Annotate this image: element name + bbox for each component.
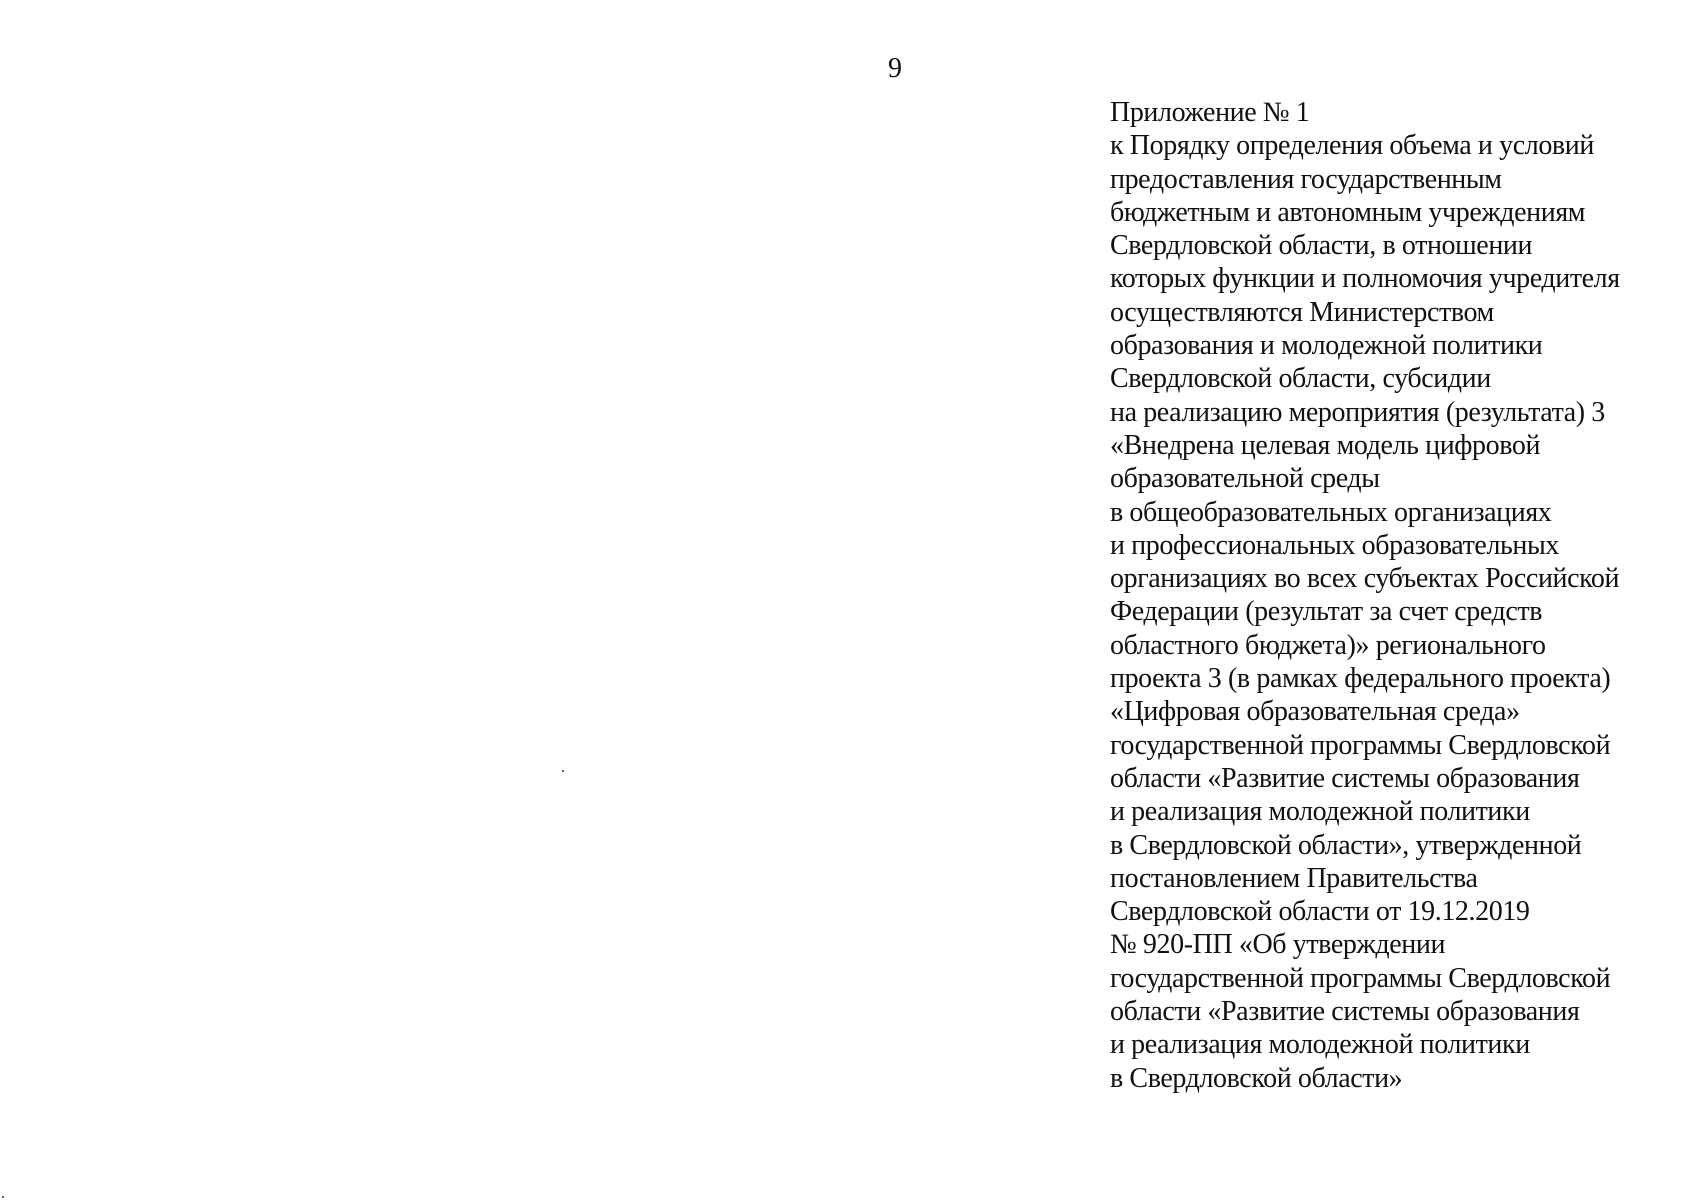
appendix-line: бюджетным и автономным учреждениям bbox=[1110, 196, 1586, 228]
appendix-line: государственной программы Свердловской bbox=[1110, 962, 1611, 994]
appendix-line: Федерации (результат за счет средств bbox=[1110, 596, 1543, 628]
appendix-line: Свердловской области, в отношении bbox=[1110, 230, 1533, 262]
appendix-line: на реализацию мероприятия (результата) 3 bbox=[1110, 396, 1605, 428]
appendix-line: в Свердловской области», утвержденной bbox=[1110, 829, 1582, 861]
scan-speck bbox=[2, 1196, 4, 1198]
appendix-line: Свердловской области, субсидии bbox=[1110, 363, 1491, 395]
appendix-line: Свердловской области от 19.12.2019 bbox=[1110, 896, 1530, 928]
appendix-line: организациях во всех субъектах Российской bbox=[1110, 563, 1620, 595]
appendix-line: образовательной среды bbox=[1110, 463, 1380, 495]
appendix-line: проекта 3 (в рамках федерального проекта) bbox=[1110, 663, 1611, 695]
appendix-line: в Свердловской области» bbox=[1110, 1062, 1403, 1094]
appendix-line: постановлением Правительства bbox=[1110, 862, 1478, 894]
appendix-line: № 920-ПП «Об утверждении bbox=[1110, 929, 1446, 961]
appendix-line: предоставления государственным bbox=[1110, 163, 1502, 195]
appendix-line: и реализация молодежной политики bbox=[1110, 796, 1530, 828]
appendix-line: области «Развитие системы образования bbox=[1110, 996, 1580, 1028]
appendix-line: государственной программы Свердловской bbox=[1110, 729, 1611, 761]
scan-speck bbox=[562, 770, 564, 772]
appendix-line: образования и молодежной политики bbox=[1110, 330, 1543, 362]
appendix-line: которых функции и полномочия учредителя bbox=[1110, 263, 1620, 295]
page-number: 9 bbox=[888, 53, 902, 84]
appendix-line: областного бюджета)» регионального bbox=[1110, 629, 1546, 661]
appendix-heading-block bbox=[1110, 96, 1685, 1095]
appendix-line: и профессиональных образовательных bbox=[1110, 529, 1560, 561]
appendix-line: в общеобразовательных организациях bbox=[1110, 496, 1552, 528]
appendix-line: «Цифровая образовательная среда» bbox=[1110, 696, 1520, 728]
appendix-line: Приложение № 1 bbox=[1110, 97, 1310, 128]
appendix-line: и реализация молодежной политики bbox=[1110, 1029, 1530, 1061]
appendix-line: к Порядку определения объема и условий bbox=[1110, 130, 1594, 162]
appendix-line: области «Развитие системы образования bbox=[1110, 762, 1580, 794]
appendix-line: осуществляются Министерством bbox=[1110, 296, 1494, 328]
appendix-line: «Внедрена целевая модель цифровой bbox=[1110, 429, 1541, 461]
